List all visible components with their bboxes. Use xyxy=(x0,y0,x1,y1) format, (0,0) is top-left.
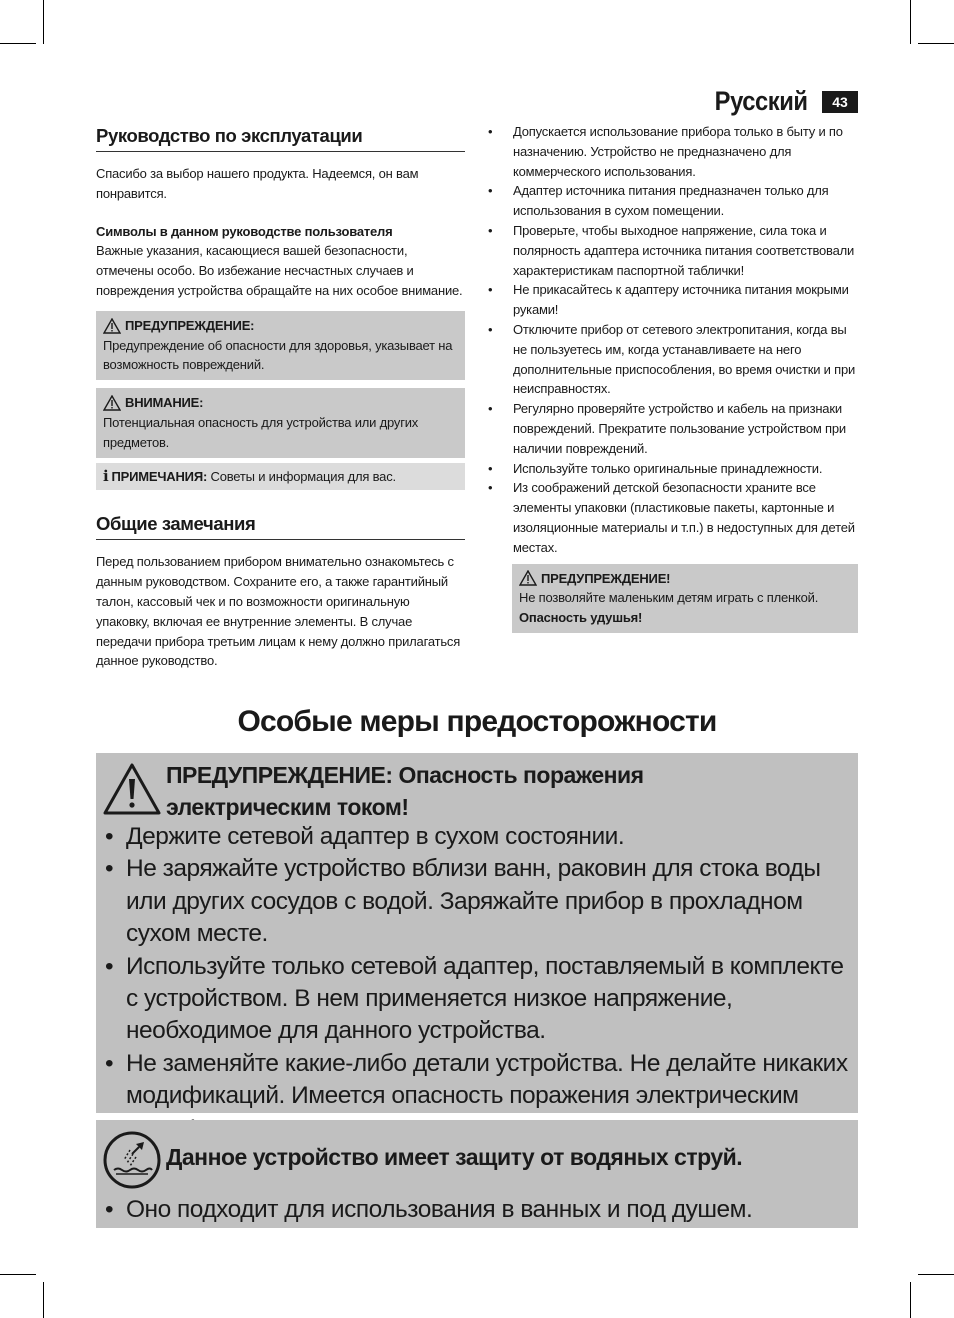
note-box-title: ПРИМЕЧАНИЯ: xyxy=(111,468,208,484)
list-item: • Адаптер источника питания предназначен только для использования в сухом помещении. xyxy=(488,181,858,221)
list-item: • Отключите прибор от сетевого электропитания, когда вы не пользуетесь им, когда устанавливаете на него дополнительные приспособления, во время очистки и при неисправностях. xyxy=(488,320,858,399)
caution-box-title: ВНИМАНИЕ: xyxy=(125,395,204,411)
water-protection-heading: Данное устройство имеет защиту от водяных струй. xyxy=(166,1144,743,1170)
electric-warning-heading-line2: электрическим током! xyxy=(166,794,409,820)
symbols-text: Важные указания, касающиеся вашей безопасности, отмечены особо. Во избежание несчастных случаев и повреждения устройства обращайте на них особое внимание. xyxy=(96,243,463,298)
list-item: • Оно подходит для использования в ванных и под душем. xyxy=(102,1194,854,1226)
list-item: • Не прикасайтесь к адаптеру источника питания мокрыми руками! xyxy=(488,280,858,320)
note-box-text: Советы и информация для вас. xyxy=(210,468,396,484)
film-warning-text: Не позволяйте маленьким детям играть с пленкой. xyxy=(519,590,819,606)
crop-mark xyxy=(910,1282,911,1318)
crop-mark xyxy=(910,0,911,44)
warning-box-text: Предупреждение об опасности для здоровья, указывает на возможность повреждений. xyxy=(103,337,453,373)
warning-box-title: ПРЕДУПРЕЖДЕНИЕ: xyxy=(125,317,255,333)
left-column xyxy=(96,124,465,671)
list-item: • Из соображений детской безопасности храните все элементы упаковки (пластиковые пакеты, картонные и изоляционные материалы и т.п.) в недоступных для детей местах. xyxy=(488,478,858,557)
info-icon: ℹ xyxy=(103,467,109,485)
electric-shock-warning-box xyxy=(96,753,858,1113)
list-item: • Держите сетевой адаптер в сухом состоянии. xyxy=(102,821,854,853)
water-protection-box xyxy=(96,1120,858,1228)
caution-box xyxy=(96,388,465,457)
list-item: • Не заменяйте какие-либо детали устройства. Не делайте никаких модификаций. Имеется опасность поражения электрическим xyxy=(102,1048,854,1145)
page-number: 43 xyxy=(822,91,858,113)
special-precautions-title: Особые меры предосторожности xyxy=(237,705,717,738)
list-item: • Используйте только оригинальные принадлежности. xyxy=(488,459,858,479)
list-item: • Используйте только сетевой адаптер, поставляемый в комплекте с устройством. В нем применяется низкое напряжение, необходимое для данного устройства. xyxy=(102,951,854,1048)
safety-bullet-list xyxy=(488,122,858,558)
list-item: • Допускается использование прибора только в быту и по назначению. Устройство не предназначено для коммерческого использования. xyxy=(488,122,858,181)
manual-heading: Руководство по эксплуатации xyxy=(96,124,465,152)
list-item: • Не заряжайте устройство вблизи ванн, раковин для стока воды или других сосудов с водой. Заряжайте прибор в прохладном сухом месте. xyxy=(102,853,854,950)
caution-triangle-icon xyxy=(103,395,121,411)
general-heading: Общие замечания xyxy=(96,512,465,540)
shower-protection-icon xyxy=(102,1130,162,1190)
caution-box-text: Потенциальная опасность для устройства или других предметов. xyxy=(103,414,419,450)
crop-mark xyxy=(0,43,36,44)
symbols-heading: Символы в данном руководстве пользователя xyxy=(96,223,393,239)
crop-mark xyxy=(918,1274,954,1275)
warning-triangle-icon xyxy=(519,570,537,586)
electric-warning-list xyxy=(102,821,854,1145)
electric-warning-heading xyxy=(166,759,644,823)
warning-triangle-icon xyxy=(102,761,162,817)
film-warning-title: ПРЕДУПРЕЖДЕНИЕ! xyxy=(541,570,671,586)
film-warning-box xyxy=(512,564,858,633)
note-box xyxy=(96,463,465,491)
crop-mark xyxy=(43,0,44,44)
general-text: Перед пользованием прибором внимательно ознакомьтесь с данным руководством. Сохраните его, а также гарантийный талон, кассовый чек и по возможности оригинальную упаковку, включая ее внутренние элементы. В случае передачи прибора третьим лицам к нему должно прилагаться данное руководство. xyxy=(96,554,461,669)
film-warning-emphasis: Опасность удушья! xyxy=(519,610,643,626)
list-item: • Регулярно проверяйте устройство и кабель на признаки повреждений. Прекратите пользование устройством при наличии повреждений. xyxy=(488,399,858,458)
crop-mark xyxy=(0,1274,36,1275)
warning-triangle-icon xyxy=(103,318,121,334)
list-item: • Проверьте, чтобы выходное напряжение, сила тока и полярность адаптера источника питания соответствовали характеристикам паспортной таблички! xyxy=(488,221,858,280)
language-label: Русский xyxy=(715,86,808,116)
water-protection-list xyxy=(102,1194,854,1226)
warning-box xyxy=(96,311,465,380)
crop-mark xyxy=(43,1282,44,1318)
right-column xyxy=(488,122,858,633)
crop-mark xyxy=(918,43,954,44)
manual-intro: Спасибо за выбор нашего продукта. Надеемся, он вам понравится. xyxy=(96,166,419,201)
electric-warning-heading-line1: ПРЕДУПРЕЖДЕНИЕ: Опасность поражения xyxy=(166,762,644,788)
